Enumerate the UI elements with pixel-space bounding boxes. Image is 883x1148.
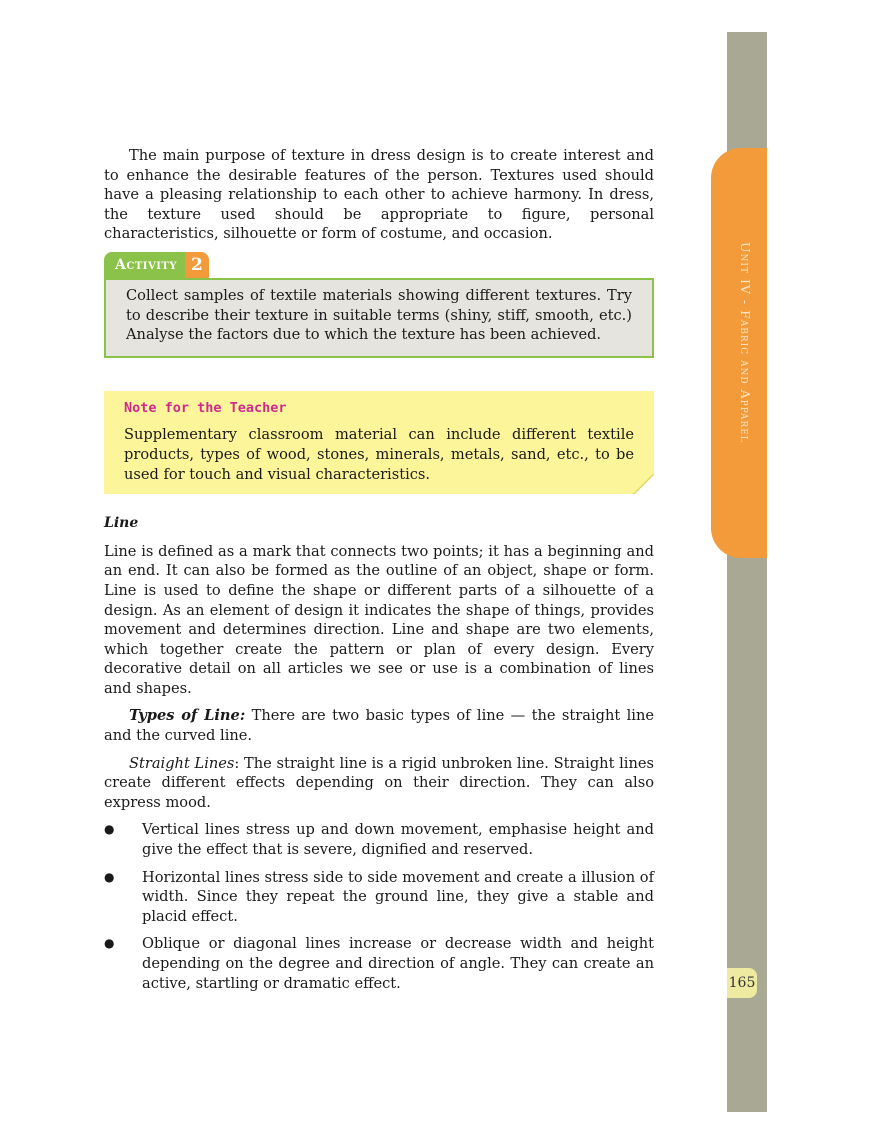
activity-text: Collect samples of textile materials showing different textures. Try to describe their texture in suitable terms (shiny, stiff, smooth, etc.) Analyse the factors due to which the texture has been achieved. [126,286,632,344]
bullet-item-vertical: ● Vertical lines stress up and down movement, emphasise height and give the effect that is severe, dignified and reserved. [104,820,654,859]
activity-header [104,252,654,278]
teacher-note [104,391,654,494]
section-heading-line: Line [104,515,139,532]
straight-lines-text: : The straight line is a rigid unbroken line. Straight lines create different effects depending on their direction. They can also express mood. [104,754,654,811]
types-of-line-paragraph [104,706,654,745]
activity-number: 2 [185,252,209,278]
types-of-line-text: There are two basic types of line — the straight line and the curved line. [104,707,654,745]
activity-block [104,252,654,358]
line-definition-paragraph: Line is defined as a mark that connects two points; it has a beginning and an end. It can also be formed as the outline of an object, shape or form. Line is used to define the shape or different parts of a silhouette of a design. As an element of design it indicates the shape of things, provides movement and determines direction. Line and shape are two elements, which together create the pattern or plan of every design. Every decorative detail on all articles we see or use is a combination of lines and shapes. [104,542,654,697]
teacher-note-text: Supplementary classroom material can include different textile products, types of wood, stones, minerals, metals, sand, etc., to be used for touch and visual characteristics. [124,426,634,483]
straight-lines-term: Straight Lines [129,754,235,772]
activity-label: Activity [104,252,185,278]
intro-paragraph: The main purpose of texture in dress design is to create interest and to enhance the desirable features of the person. Textures used should have a pleasing relationship to each other to achieve harmony. In dress, the texture used should be appropriate to figure, personal characteristics, silhouette or form of costume, and occasion. [104,147,654,243]
activity-box [104,278,654,358]
unit-tab-label: Unit IV - Fabric and Apparel [738,242,753,443]
teacher-note-title: Note for the Teacher [124,399,287,416]
page-content [104,146,654,1001]
page-number: 165 [727,968,757,998]
line-bullet-list [104,820,654,993]
straight-lines-paragraph [104,754,654,813]
types-of-line-term: Types of Line: [129,707,246,725]
bullet-item-oblique: ● Oblique or diagonal lines increase or decrease width and height depending on the degree and direction of angle. They can create an active, startling or dramatic effect. [104,934,654,993]
bullet-item-horizontal: ● Horizontal lines stress side to side movement and create a illusion of width. Since they repeat the ground line, they give a stable and placid effect. [104,868,654,927]
